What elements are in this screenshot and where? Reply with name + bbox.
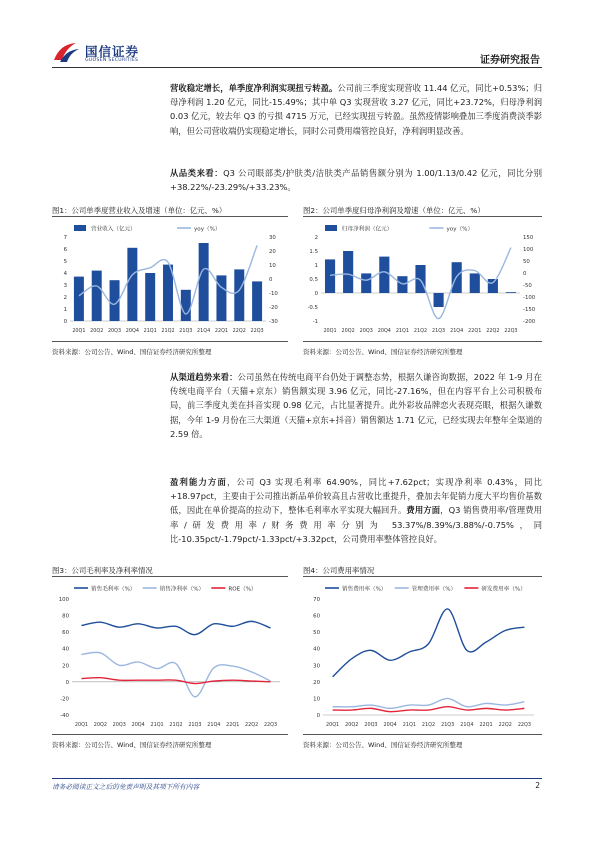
fig1-bar-0 (74, 277, 84, 321)
fig3-x-tick-0: 20Q1 (74, 722, 89, 728)
fig3-x-tick-1: 20Q2 (93, 722, 107, 728)
fig2-yright-tick-6: 100 (523, 247, 534, 253)
fig1-bar-9 (234, 269, 244, 321)
paragraph-category-body: Q3 公司眼部类/护肤类/洁肤类产品销售额分别为 1.00/1.13/0.42 亿元，同比分别+38.22%/-23.29%/+33.23%。 (170, 168, 542, 193)
fig4-x-tick-0: 20Q1 (325, 722, 340, 728)
fig1-yright-tick-3: 0 (269, 277, 273, 283)
fig1-yright-tick-1: -20 (269, 305, 278, 311)
fig1-bar-10 (252, 281, 262, 321)
fig4-y-tick-6: 60 (313, 613, 320, 620)
fig2-yright-tick-2: -100 (523, 295, 536, 301)
fig1-yleft-tick-3: 3 (63, 283, 67, 289)
paragraph-revenue-body: 公司前三季度实现营收 11.44 亿元，同比+0.53%；归母净利润 1.20 亿元，同比-15.49%；其中单 Q3 实现营收 3.27 亿元，同比+23.72%，归母净利润 0.03 亿元，较去年 Q3 的亏损 4715 万元，已经实现扭亏转盈。虽然疫情影响叠加三季度消费淡季影响，但公司营收端仍实现稳定增长，同时公司费用端管控良好，净利润明显改善。 (170, 83, 542, 136)
fig2-yright-tick-3: -50 (523, 283, 532, 289)
fig4-legend-label-1: 管理费用率（%） (411, 586, 457, 593)
fig4-x-tick-4: 21Q1 (402, 722, 416, 728)
fig2-bar-0 (325, 259, 335, 293)
fig1-yleft-tick-7: 7 (63, 235, 67, 241)
figure-1-title: 图1：公司单季度营业收入及增速（单位：亿元、%） (52, 206, 227, 215)
fig4-y-tick-0: 0 (316, 713, 320, 719)
paragraph-expense-title: 费用方面 (406, 505, 441, 516)
fig4-x-tick-2: 20Q3 (364, 722, 378, 728)
fig2-yright-tick-1: -150 (523, 307, 536, 313)
fig4-y-tick-4: 40 (313, 646, 320, 653)
fig1-x-tick-6: 21Q3 (179, 328, 193, 334)
fig4-x-tick-5: 21Q2 (421, 722, 436, 728)
fig2-x-tick-5: 21Q2 (413, 328, 428, 334)
page-number: 2 (535, 781, 540, 790)
fig3-legend-label-0: 销售毛利率（%） (91, 586, 136, 593)
fig3-y-tick-4: 40 (62, 646, 69, 653)
fig3-y-tick-6: 80 (62, 613, 69, 620)
figure-2-bottom-rule (303, 341, 542, 342)
fig1-x-tick-0: 20Q1 (72, 328, 86, 334)
fig3-x-tick-9: 22Q2 (245, 722, 259, 728)
fig1-yright-tick-0: -30 (269, 319, 278, 325)
fig1-yright-tick-6: 30 (269, 235, 276, 241)
fig2-bar-4 (397, 276, 407, 293)
fig1-bar-1 (92, 271, 102, 321)
fig4-x-tick-7: 21Q4 (460, 722, 474, 728)
figure-3-bottom-rule (52, 734, 288, 735)
fig1-yright-tick-2: -10 (269, 291, 278, 297)
fig1-yleft-tick-0: 0 (63, 319, 67, 325)
fig2-yleft-tick-2: 0 (314, 291, 318, 297)
fig1-x-tick-1: 20Q2 (90, 328, 104, 334)
fig3-x-tick-2: 20Q3 (112, 722, 126, 728)
fig3-y-tick-3: 20 (62, 663, 69, 670)
footer-divider (52, 778, 542, 779)
fig1-x-tick-7: 21Q4 (197, 328, 211, 334)
fig4-y-tick-2: 20 (313, 679, 320, 686)
fig2-yright-tick-0: -200 (523, 319, 536, 325)
fig2-x-tick-7: 21Q4 (450, 328, 464, 334)
footer-disclaimer: 请务必阅读正文之后的免责声明及其项下所有内容 (52, 783, 200, 791)
fig1-yright-tick-4: 10 (269, 263, 276, 269)
logo-mark-icon (52, 40, 80, 64)
fig4-x-tick-3: 20Q4 (383, 722, 397, 728)
company-logo (52, 38, 162, 68)
paragraph-category-title: 从品类来看： (170, 168, 224, 178)
paragraph-revenue-title: 营收稳定增长，单季度净利润实现扭亏转盈。 (170, 83, 338, 93)
paragraph-profitability-title: 盈利能力方面 (170, 477, 228, 487)
paragraph-revenue (170, 81, 542, 138)
fig1-yright-tick-5: 20 (269, 249, 276, 255)
figure-2-title: 图2：公司单季度归母净利润及增速（单位：亿元、%） (303, 206, 485, 215)
fig2-bar-3 (379, 257, 389, 293)
figure-1-source: 资料来源：公司公告、Wind、国信证券经济研究所整理 (52, 348, 212, 356)
fig2-yright-tick-5: 50 (523, 259, 530, 265)
paragraph-channel (170, 370, 542, 441)
fig4-x-tick-1: 20Q2 (345, 722, 359, 728)
fig4-y-tick-5: 50 (313, 630, 320, 637)
figure-4-source: 资料来源：公司公告、Wind、国信证券经济研究所整理 (303, 741, 463, 749)
fig3-y-tick-7: 100 (58, 597, 69, 603)
fig3-y-tick-2: 0 (65, 679, 69, 686)
fig2-bar-10 (506, 292, 516, 293)
fig2-yleft-tick-4: 1 (314, 263, 318, 269)
fig3-x-tick-6: 21Q3 (188, 722, 202, 728)
fig1-x-tick-8: 22Q1 (214, 328, 229, 334)
fig4-y-tick-3: 30 (313, 663, 320, 670)
figure-3-source: 资料来源：公司公告、Wind、国信证券经济研究所整理 (52, 741, 212, 749)
fig3-legend-label-2: ROE（%） (228, 586, 257, 593)
fig3-series-line-2 (81, 678, 270, 684)
fig2-yleft-tick-5: 1.5 (309, 249, 318, 255)
fig1-bar-6 (181, 290, 191, 321)
fig4-legend-label-0: 销售费用率（%） (342, 586, 387, 593)
fig1-legend-label-1: yoy（%） (194, 226, 221, 233)
logo-text-en: GUOSEN SECURITIES (85, 58, 139, 63)
fig2-yright-tick-4: 0 (523, 271, 527, 277)
figure-3-title: 图3：公司毛利率及净利率情况 (52, 566, 153, 575)
figure-1-top-rule (52, 216, 288, 217)
fig4-x-tick-10: 22Q3 (517, 722, 532, 728)
fig2-x-tick-0: 20Q1 (323, 328, 337, 334)
fig2-legend-label-0: 归母净利润（亿元） (342, 226, 393, 233)
fig3-series-line-1 (81, 652, 270, 696)
fig2-legend-label-1: yoy（%） (446, 226, 474, 233)
fig1-bar-4 (145, 273, 155, 321)
fig2-bar-1 (343, 251, 353, 293)
fig1-x-tick-9: 22Q2 (232, 328, 246, 334)
figure-3-chart (52, 579, 288, 731)
fig3-series-line-0 (81, 621, 270, 634)
figure-2-chart (303, 219, 542, 337)
fig3-x-tick-3: 20Q4 (131, 722, 145, 728)
fig2-x-tick-8: 22Q1 (468, 328, 482, 334)
fig1-x-tick-5: 21Q2 (161, 328, 175, 334)
fig2-yleft-tick-3: 0.5 (309, 277, 318, 283)
fig4-y-tick-7: 70 (313, 597, 320, 603)
paragraph-channel-title: 从渠道趋势来看： (170, 372, 238, 382)
fig1-x-tick-10: 22Q3 (250, 328, 264, 334)
paragraph-channel-body: 公司虽然在传统电商平台仍处于调整态势，根据久谦咨询数据，2022 年 1-9 月在传统电商平台（天猫+京东）销售额实现 3.96 亿元，同比-27.16%，但在内容平台上公司积极布局，前三季度丸美在抖音实现 0.98 亿元，占比显著提升。此外彩妆品牌恋火表现亮眼，根据久谦数据，今年 1-9 月份在三大渠道（天猫+京东+抖音）销售额达 1.71 亿元，已经实现去年整年全渠道的 2.59 倍。 (170, 372, 542, 439)
fig2-bar-8 (470, 273, 480, 293)
page-header (0, 0, 596, 70)
fig1-yleft-tick-5: 5 (63, 259, 67, 265)
fig3-legend-label-1: 销售净利率（%） (159, 586, 205, 593)
figure-4-chart (303, 579, 542, 731)
fig3-x-tick-4: 21Q1 (150, 722, 164, 728)
fig2-yleft-tick-1: -0.5 (307, 305, 318, 311)
fig1-x-tick-3: 20Q4 (125, 328, 139, 334)
fig1-yleft-tick-1: 1 (63, 307, 67, 313)
fig4-legend-label-2: 研发费用率（%） (481, 586, 526, 593)
paragraph-expense-body: ，Q3 销售费用率/管理费用率/研发费用率/财务费用率分别为 53.37%/8.39%/3.88%/-0.75%，同比-10.35pct/-1.79pct/-1.33pct/+3.32pct，公司费用率整体管控良好。 (170, 505, 542, 544)
fig1-bar-3 (127, 248, 137, 321)
fig4-x-tick-8: 22Q1 (479, 722, 493, 728)
fig2-bar-6 (434, 293, 444, 307)
figure-1-chart (52, 219, 288, 337)
fig3-y-tick-0: -40 (60, 713, 69, 719)
logo-text-cn: 国信证券 (85, 44, 140, 59)
fig1-yleft-tick-2: 2 (63, 295, 67, 301)
fig2-yleft-tick-6: 2 (314, 235, 318, 241)
fig1-yleft-tick-6: 6 (63, 247, 67, 253)
paragraph-profitability (170, 475, 542, 546)
fig1-x-tick-4: 21Q1 (143, 328, 157, 334)
fig3-y-tick-1: -20 (60, 696, 69, 703)
fig2-x-tick-6: 21Q3 (431, 328, 446, 334)
paragraph-category (170, 166, 542, 194)
figure-2-top-rule (303, 216, 542, 217)
fig2-bar-2 (361, 273, 371, 293)
fig3-x-tick-10: 22Q3 (263, 722, 278, 728)
fig1-legend-swatch-0 (74, 225, 86, 231)
paragraph-profitability-body: ，公司 Q3 实现毛利率 64.90%，同比+7.62pct；实现净利率 0.43%，同比+18.97pct，主要由于公司推出新品单价较高且占营收比重提升，叠加去年促销力度大平均售价基数低，因此在单价提高的拉动下，整体毛利率水平实现大幅回升。 (170, 477, 542, 516)
fig3-x-tick-8: 22Q1 (226, 722, 240, 728)
fig1-bar-8 (216, 275, 226, 321)
report-type-label: 证券研究报告 (480, 55, 540, 66)
fig2-bar-9 (488, 279, 498, 293)
figure-4-top-rule (303, 576, 542, 577)
fig1-legend-label-0: 营业收入（亿元） (91, 226, 136, 233)
fig4-y-tick-1: 10 (313, 696, 320, 703)
figure-3-top-rule (52, 576, 288, 577)
fig1-yleft-tick-4: 4 (63, 271, 67, 277)
fig1-bar-5 (163, 265, 173, 321)
fig2-x-tick-1: 20Q2 (341, 328, 355, 334)
fig2-x-tick-10: 22Q3 (504, 328, 518, 334)
fig3-y-tick-5: 60 (62, 630, 69, 637)
fig2-x-tick-9: 22Q2 (486, 328, 500, 334)
fig4-series-line-2 (333, 707, 525, 712)
figure-4-bottom-rule (303, 734, 542, 735)
fig4-series-line-0 (333, 609, 525, 677)
fig2-legend-swatch-0 (325, 225, 337, 231)
header-divider (52, 67, 542, 68)
fig1-bar-7 (199, 243, 209, 321)
fig1-x-tick-2: 20Q3 (107, 328, 122, 334)
fig4-series-line-1 (333, 698, 525, 708)
fig2-yleft-tick-0: -1 (312, 319, 318, 325)
figure-2-source: 资料来源：公司公告、Wind、国信证券经济研究所整理 (303, 348, 463, 356)
fig2-yright-tick-7: 150 (523, 235, 534, 241)
figure-1-bottom-rule (52, 341, 288, 342)
figure-4-title: 图4：公司费用率情况 (303, 566, 375, 575)
fig3-x-tick-7: 21Q4 (207, 722, 221, 728)
fig4-x-tick-9: 22Q2 (498, 722, 512, 728)
fig2-x-tick-4: 21Q1 (395, 328, 410, 334)
fig4-x-tick-6: 21Q3 (441, 722, 455, 728)
fig3-x-tick-5: 21Q2 (169, 722, 183, 728)
fig2-x-tick-3: 20Q4 (377, 328, 391, 334)
fig2-x-tick-2: 20Q3 (359, 328, 373, 334)
